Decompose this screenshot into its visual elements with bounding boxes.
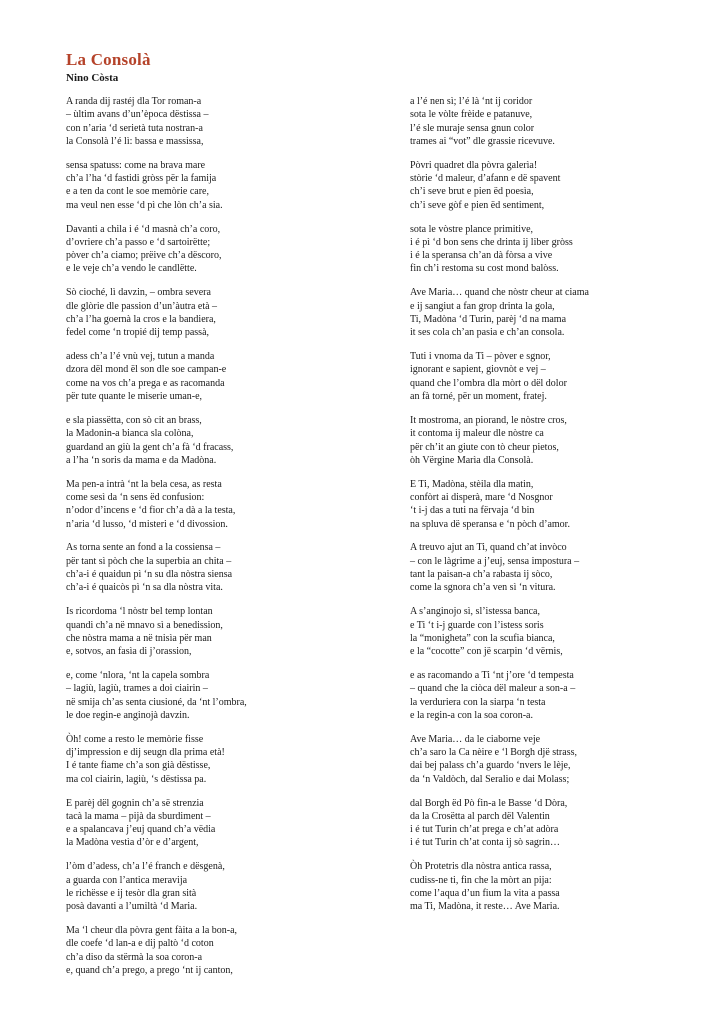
verse-line: cudiss-ne ti, fin che la mòrt an pija: xyxy=(410,874,552,886)
stanza xyxy=(410,286,690,339)
verse-line: për tant sì pòch che la superbia an chita – xyxy=(66,555,232,567)
right-column xyxy=(410,95,690,924)
verse-line: Òh Protetris dla nòstra antica rassa, xyxy=(410,861,552,873)
verse-line: na spluva dë speransa e ‘n pòch d’amor. xyxy=(410,518,570,530)
stanza xyxy=(410,350,690,403)
verse-line: A randa dij rastéj dla Tor roman-a xyxy=(66,96,202,107)
verse-line: ma Ti, Madòna, it reste… Ave Maria. xyxy=(410,901,560,913)
verse-line: ignorant e sapient, giovnòt e vej – xyxy=(410,364,546,376)
verse-line: a l’é nen sì; l’é là ‘nt ij coridor xyxy=(410,96,533,107)
verse-line: e sla piassëtta, con sò cit an brass, xyxy=(66,414,202,426)
poem-author: Nino Còsta xyxy=(66,72,119,84)
verse-line: sota le vòstre plance primitive, xyxy=(410,223,534,235)
verse-line: la Consolà l’é lì: bassa e massissa, xyxy=(66,135,204,147)
verse-line: n’odor d’incens e ‘d fior ch’a dà a la testa, xyxy=(66,505,236,517)
verse-line: A treuvo ajut an Ti, quand ch’at invòco xyxy=(410,542,567,554)
verse-line: Is ricordoma ‘l nòstr bel temp lontan xyxy=(66,606,213,618)
verse-line: le richësse e ij tesòr dla gran sità xyxy=(66,887,197,899)
verse-line: la verduriera con la siarpa ‘n testa xyxy=(410,696,546,708)
stanza xyxy=(410,860,690,913)
verse-line: fedel come ‘n tropié dij temp passà, xyxy=(66,327,210,339)
verse-line: adess ch’a l’é vnù vej, tutun a manda xyxy=(66,351,215,363)
verse-line: ch’i seve brut e pien ëd poesìa, xyxy=(410,186,534,198)
verse-line: As torna sente an fond a la cossiensa – xyxy=(66,542,221,554)
stanza xyxy=(410,669,690,722)
stanza xyxy=(66,860,366,913)
verse-line: da la Crosëtta al parch dël Valentin xyxy=(410,810,550,822)
stanza xyxy=(66,541,366,594)
verse-line: sota le vòlte frèide e patanuve, xyxy=(410,109,533,121)
verse-line: òh Vërgine Marìa dla Consolà. xyxy=(410,454,534,466)
verse-line: la “monigheta” con la scufia bianca, xyxy=(410,632,555,644)
verse-line: la Madòna vestìa d’òr e d’argent, xyxy=(66,837,199,849)
verse-line: Ave Maria… da le ciaborne veje xyxy=(410,733,541,745)
verse-line: i é tut Turin ch’at conta ij sò sagrin… xyxy=(410,837,560,849)
verse-line: ch’a l’ha ‘d fastidi gròss për la famija xyxy=(66,173,217,185)
verse-line: – ùltim avans d’un’època dëstissa – xyxy=(66,109,209,121)
verse-line: dle coefe ‘d lan-a e dij paltò ‘d coton xyxy=(66,938,214,950)
stanza xyxy=(410,159,690,212)
verse-line: It mostroma, an piorand, le nòstre cros, xyxy=(410,414,567,426)
stanza xyxy=(410,605,690,658)
verse-line: për ch’it an giute con tò cheur pietos, xyxy=(410,441,559,453)
verse-line: e le veje ch’a vendo le candlëtte. xyxy=(66,263,197,275)
stanza xyxy=(66,478,366,531)
verse-line: d’ovriere ch’a passo e ‘d sartoirëtte; xyxy=(66,236,211,248)
verse-line: dle glòrie dle passion d’un’àutra età – xyxy=(66,300,218,312)
verse-line: E parèj dël gognin ch’a së strenzia xyxy=(66,797,204,809)
stanza xyxy=(410,797,690,850)
verse-line: e, sotvos, an fasìa di j’orassion, xyxy=(66,646,192,658)
verse-line: e, come ‘nlora, ‘nt la capela sombra xyxy=(66,670,210,682)
verse-line: e Ti ‘t i-j guarde con l’istess soris xyxy=(410,619,544,631)
verse-line: ch’a l’ha goernà la cros e la bandiera, xyxy=(66,313,216,325)
stanza xyxy=(410,733,690,786)
verse-line: ch’a-i é quaicòs pì ‘n sa dla nòstra vita. xyxy=(66,582,223,594)
verse-line: come sesì da ‘n sens ëd confusion: xyxy=(66,491,205,503)
verse-line: A s’anginojo sì, sl’istessa banca, xyxy=(410,606,540,618)
verse-line: che nòstra mama a në tnisìa për man xyxy=(66,632,212,644)
verse-line: a l’ha ‘n soris da mama e da Madòna. xyxy=(66,454,217,466)
verse-line: e a ten da cont le soe memòrie care, xyxy=(66,186,209,198)
verse-line: e la regin-a con la soa coron-a. xyxy=(410,709,533,721)
verse-line: posà davanti a l’umiltà ‘d Maria. xyxy=(66,901,198,913)
verse-line: – con le làgrime a j’euj, sensa impostura – xyxy=(410,555,580,567)
stanza xyxy=(66,605,366,658)
stanza xyxy=(66,733,366,786)
verse-line: dal Borgh ëd Pò fin-a le Basse ‘d Dòra, xyxy=(410,797,568,809)
verse-line: it ses cola ch’an pasia e ch’an consola. xyxy=(410,327,565,339)
poem-title: La Consolà xyxy=(66,50,151,69)
verse-line: Ma ‘l cheur dla pòvra gent fàita a la bon-a, xyxy=(66,925,238,937)
verse-line: i é tut Turin ch’at prega e ch’at adòra xyxy=(410,824,559,836)
stanza xyxy=(66,669,366,722)
stanza xyxy=(66,223,366,276)
verse-line: për tute quante le miserie uman-e, xyxy=(66,391,203,403)
verse-line: e la “cocotte” con jë scarpin ‘d vërnis, xyxy=(410,646,563,658)
verse-line: Òh! come a resto le memòrie fisse xyxy=(66,733,204,745)
verse-line: ma col ciairin, lagiù, ‘s dëstissa pa. xyxy=(66,773,207,785)
stanza xyxy=(66,797,366,850)
stanza xyxy=(66,924,366,977)
verse-line: a guarda con l’antica meravija xyxy=(66,874,188,886)
verse-line: come l’aqua d’un fium la vita a passa xyxy=(410,887,560,899)
verse-line: Sò cioché, lì davzin, – ombra severa xyxy=(66,287,211,299)
verse-line: – lagiù, lagiù, trames a doi ciairin – xyxy=(66,683,208,695)
verse-line: i é pì ‘d bon sens che drinta ij liber gròss xyxy=(410,236,573,248)
verse-line: le doe regin-e anginojà davzin. xyxy=(66,709,190,721)
verse-line: sensa spatuss: come na brava mare xyxy=(66,159,206,171)
verse-line: fin ch’i restoma su cost mond balòss. xyxy=(410,263,559,275)
verse-line: it contoma ij maleur dle nòstre ca xyxy=(410,428,544,440)
stanza xyxy=(66,286,366,339)
verse-line: quand che l’ombra dla mòrt o dël dolor xyxy=(410,377,567,389)
verse-line: E Ti, Madòna, stèila dla matin, xyxy=(410,478,534,490)
verse-line: ch’a saro la Ca nèire e ‘l Borgh djë strass, xyxy=(410,747,577,759)
verse-line: dzora dël mond ël son dle soe campan-e xyxy=(66,364,227,376)
verse-line: ch’i seve gòf e pien ëd sentiment, xyxy=(410,199,545,211)
stanza xyxy=(66,159,366,212)
verse-line: l’é sle muraje sensa gnun color xyxy=(410,122,535,134)
verse-line: Tuti i vnoma da Ti – pòver e sgnor, xyxy=(410,351,551,363)
verse-line: ch’a diso da stërmà la soa coron-a xyxy=(66,951,203,963)
verse-line: stòrie ‘d maleur, d’afann e dë spavent xyxy=(410,173,561,185)
left-column xyxy=(66,95,366,988)
verse-line: i é la speransa ch’an dà fòrsa a vive xyxy=(410,250,553,262)
verse-line: an fà torné, për un moment, fratej. xyxy=(410,391,547,403)
verse-line: come la sgnora ch’a ven sì ‘n vitura. xyxy=(410,582,556,594)
stanza xyxy=(66,414,366,467)
verse-line: ch’a-i é quaidun pì ‘n su dla nòstra siensa xyxy=(66,569,233,581)
verse-line: tacà la mama – pijà da sburdiment – xyxy=(66,810,211,822)
verse-line: trames ai “vot” dle grassie ricevuve. xyxy=(410,135,555,147)
verse-line: tant la paisan-a ch’a rabasta ij sòco, xyxy=(410,569,553,581)
verse-line: ma veul nen esse ‘d pì che lòn ch’a sia. xyxy=(66,199,223,211)
verse-line: I é tante fiame ch’a son già dëstisse, xyxy=(66,760,211,772)
stanza xyxy=(410,95,690,148)
verse-line: con n’aria ‘d serietà tuta nostran-a xyxy=(66,122,203,134)
verse-line: në smija ch’as senta ciusioné, da ‘nt l’ombra, xyxy=(66,696,247,708)
verse-line: Ma pen-a intrà ‘nt la bela cesa, as resta xyxy=(66,478,222,490)
verse-line: l’òm d’adess, ch’a l’é franch e dësgenà, xyxy=(66,861,225,873)
verse-line: la Madonin-a bianca sla colòna, xyxy=(66,428,194,440)
verse-line: Ti, Madòna ‘d Turin, parèj ‘d na mama xyxy=(410,313,567,325)
stanza xyxy=(66,95,366,148)
stanza xyxy=(410,223,690,276)
stanza xyxy=(410,414,690,467)
verse-line: e a spalancava j’euj quand ch’a vëdia xyxy=(66,824,216,836)
verse-line: da ‘n Valdòch, dal Seralio e dai Molass; xyxy=(410,773,570,785)
verse-line: quandi ch’a në mnavo sì a benedission, xyxy=(66,619,223,631)
verse-line: e as racomando a Ti ‘nt j’ore ‘d tempesta xyxy=(410,670,574,682)
stanza xyxy=(410,478,690,531)
verse-line: Ave Maria… quand che nòstr cheur at ciama xyxy=(410,287,589,299)
verse-line: e ij sangiut a fan grop drinta la gola, xyxy=(410,300,555,312)
verse-line: guardand an giù la gent ch’a fà ‘d fracass, xyxy=(66,441,234,453)
verse-line: come na vos ch’a prega e as racomanda xyxy=(66,377,225,389)
verse-line: dai bej palass ch’a guardo ‘nvers le lèje, xyxy=(410,760,571,772)
verse-line: confòrt ai disperà, mare ‘d Nosgnor xyxy=(410,491,553,503)
verse-line: Davanti a chila i é ‘d masnà ch’a coro, xyxy=(66,223,221,235)
verse-line: ‘t i-j das a tuti na fërvaja ‘d bin xyxy=(410,505,535,517)
stanza xyxy=(410,541,690,594)
verse-line: – quand che la ciòca dël maleur a son-a – xyxy=(410,683,576,695)
stanza xyxy=(66,350,366,403)
verse-line: n’aria ‘d lusso, ‘d misteri e ‘d divossion. xyxy=(66,518,228,530)
verse-line: Pòvri quadret dla pòvra galerìa! xyxy=(410,159,538,171)
verse-line: dj’impression e dij seugn dla prima età! xyxy=(66,747,225,759)
verse-line: e, quand ch’a prego, a prego ‘nt ij canton, xyxy=(66,965,233,977)
verse-line: pòver ch’a ciamo; prëive ch’a dëscoro, xyxy=(66,250,222,262)
